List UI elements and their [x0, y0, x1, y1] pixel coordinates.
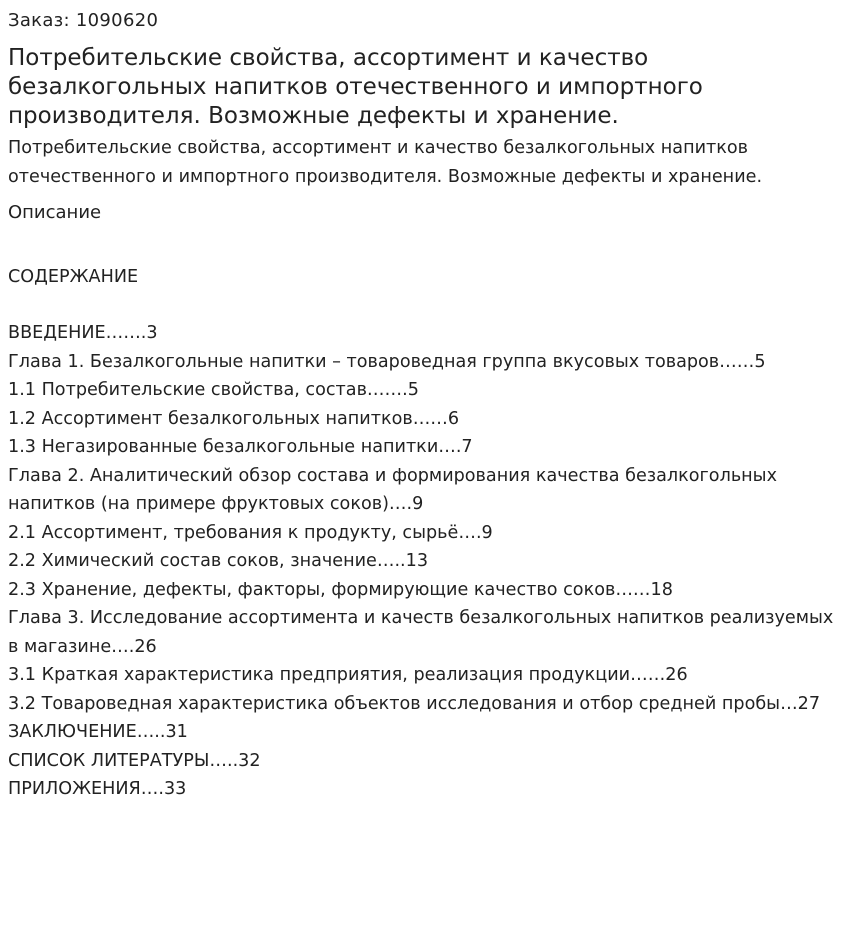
toc-item: 3.2 Товароведная характеристика объектов исследования и отбор средней пробы…27: [8, 693, 821, 714]
toc-item: 3.1 Краткая характеристика предприятия, реализация продукции……26: [8, 665, 688, 685]
table-of-contents: [8, 319, 839, 804]
order-number: Заказ: 1090620: [8, 10, 159, 31]
toc-item: СПИСОК ЛИТЕРАТУРЫ…..32: [8, 750, 261, 771]
toc-item: ЗАКЛЮЧЕНИЕ…..31: [8, 722, 188, 742]
toc-item: Глава 1. Безалкогольные напитки – товароведная группа вкусовых товаров……5: [8, 351, 766, 372]
toc-item: Глава 2. Аналитический обзор состава и формирования качества безалкогольных напитков (на примере фруктовых соков)….9: [8, 465, 777, 514]
toc-item: 1.2 Ассортимент безалкогольных напитков……6: [8, 408, 460, 429]
toc-item: Глава 3. Исследование ассортимента и качеств безалкогольных напитков реализуемых в магазине….26: [8, 608, 834, 657]
page-subtitle: Потребительские свойства, ассортимент и качество безалкогольных напитков отечественного и импортного производителя. Возможные дефекты и хранение.: [8, 138, 763, 187]
toc-item: 2.1 Ассортимент, требования к продукту, сырьё….9: [8, 522, 493, 543]
toc-item: 1.1 Потребительские свойства, состав…….5: [8, 380, 419, 400]
contents-heading: СОДЕРЖАНИЕ: [8, 267, 139, 287]
toc-item: ВВЕДЕНИЕ…….3: [8, 323, 158, 343]
toc-item: 2.3 Хранение, дефекты, факторы, формирующие качество соков……18: [8, 579, 673, 600]
toc-item: 2.2 Химический состав соков, значение…..13: [8, 551, 429, 571]
toc-item: 1.3 Негазированные безалкогольные напитки….7: [8, 437, 473, 457]
description-label: Описание: [8, 202, 102, 223]
toc-item: ПРИЛОЖЕНИЯ….33: [8, 779, 187, 799]
page-title: Потребительские свойства, ассортимент и качество безалкогольных напитков отечественного и импортного производителя. Возможные дефекты и хранение.: [8, 45, 703, 129]
